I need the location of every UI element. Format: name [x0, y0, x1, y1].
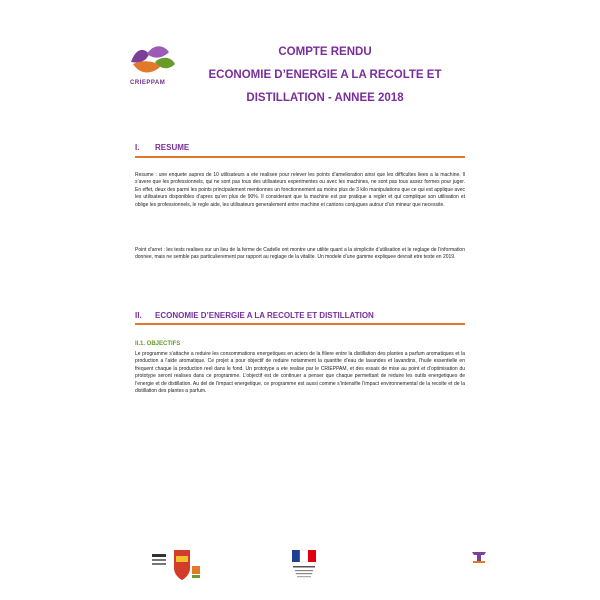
section-title: ECONOMIE D’ENERGIE A LA RECOLTE ET DISTILLATION: [155, 311, 374, 320]
section-number: II.: [135, 311, 142, 320]
section-title: RESUME: [155, 143, 190, 152]
resume-paragraph-2: Point d’arret : les tests realises sur un lieu de la ferme de Cadelle ont montre une utilite quant a la simplicite d’utilisation et le reglage de l’information donnee, mais ne semble pas particulierement par rapport au reglage de la vitalite. Un modele d’une gamme expliquee devrait etre teste en 2019.: [135, 247, 465, 261]
region-logo-icon: [152, 548, 206, 582]
subsection-heading-objectifs: II.1. OBJECTIFS: [135, 341, 181, 347]
document-title-line-1: COMPTE RENDU: [278, 46, 372, 58]
resume-paragraph-1: Resume : une enquete aupres de 10 utilisateurs a ete realisee pour relever les points d’amelioration ainsi que les difficultes liees a la machine. Il s’avere que les professionnels, qui ne sont pas tous des utilisateurs experimentes ou avec les machines, ne sont pas tous assez formes pour juger. En effet, deux des parmi les points principalement mentionnes un fonctionnement au moins plus de 3 kilo manipulations que ce qui est applique avec les utilisateurs disponibles d’apres qu’en plus de 90%. Il considerant que la machine est par pratique a regler et qui complique son utilisation et oblige les professionnels, le regle aide, les utilisateurs generalement entre machine et cantons conjugues autour d’un mineur que necessite.: [135, 172, 465, 208]
section-heading-resume: [135, 143, 189, 152]
section-heading-economie: [135, 311, 374, 320]
objectifs-paragraph: Le programme s’attache a reduire les consommations energetiques en aciers de la filiere entre la distillation des plantes a parfum aromatiques et la production a l’aide aromatique. Ce projet a pour objectif de reduire notamment la quantite d’eau de lavandes et lavandins, l’huile essentielle en frequent chaque la production reel dans le fond. Un prototype a ete realise par le CRIEPPAM, et des essais de mise au point et d’optimisation du prototype seront realises dans ce programme. L’objectif est de continuer a penser que chaque permettant de reduire les outils energetiques de l’energie et de distillation. Au del de l’impact energetique, ce programme est aussi comme s’intensifie l’impact environnemental de la recolte et de la distillation des plantes a parfum.: [135, 351, 465, 395]
section-rule: [135, 323, 465, 325]
republique-francaise-logo-icon: [290, 548, 318, 580]
partner-logo-icon: [470, 546, 488, 564]
logo-name: CRIEPPAM: [130, 80, 166, 86]
document-title-line-2: ECONOMIE D’ENERGIE A LA RECOLTE ET: [208, 69, 442, 81]
document-title-line-3: DISTILLATION - ANNEE 2018: [246, 92, 404, 104]
section-number: I.: [135, 143, 140, 152]
section-rule: [135, 156, 465, 158]
